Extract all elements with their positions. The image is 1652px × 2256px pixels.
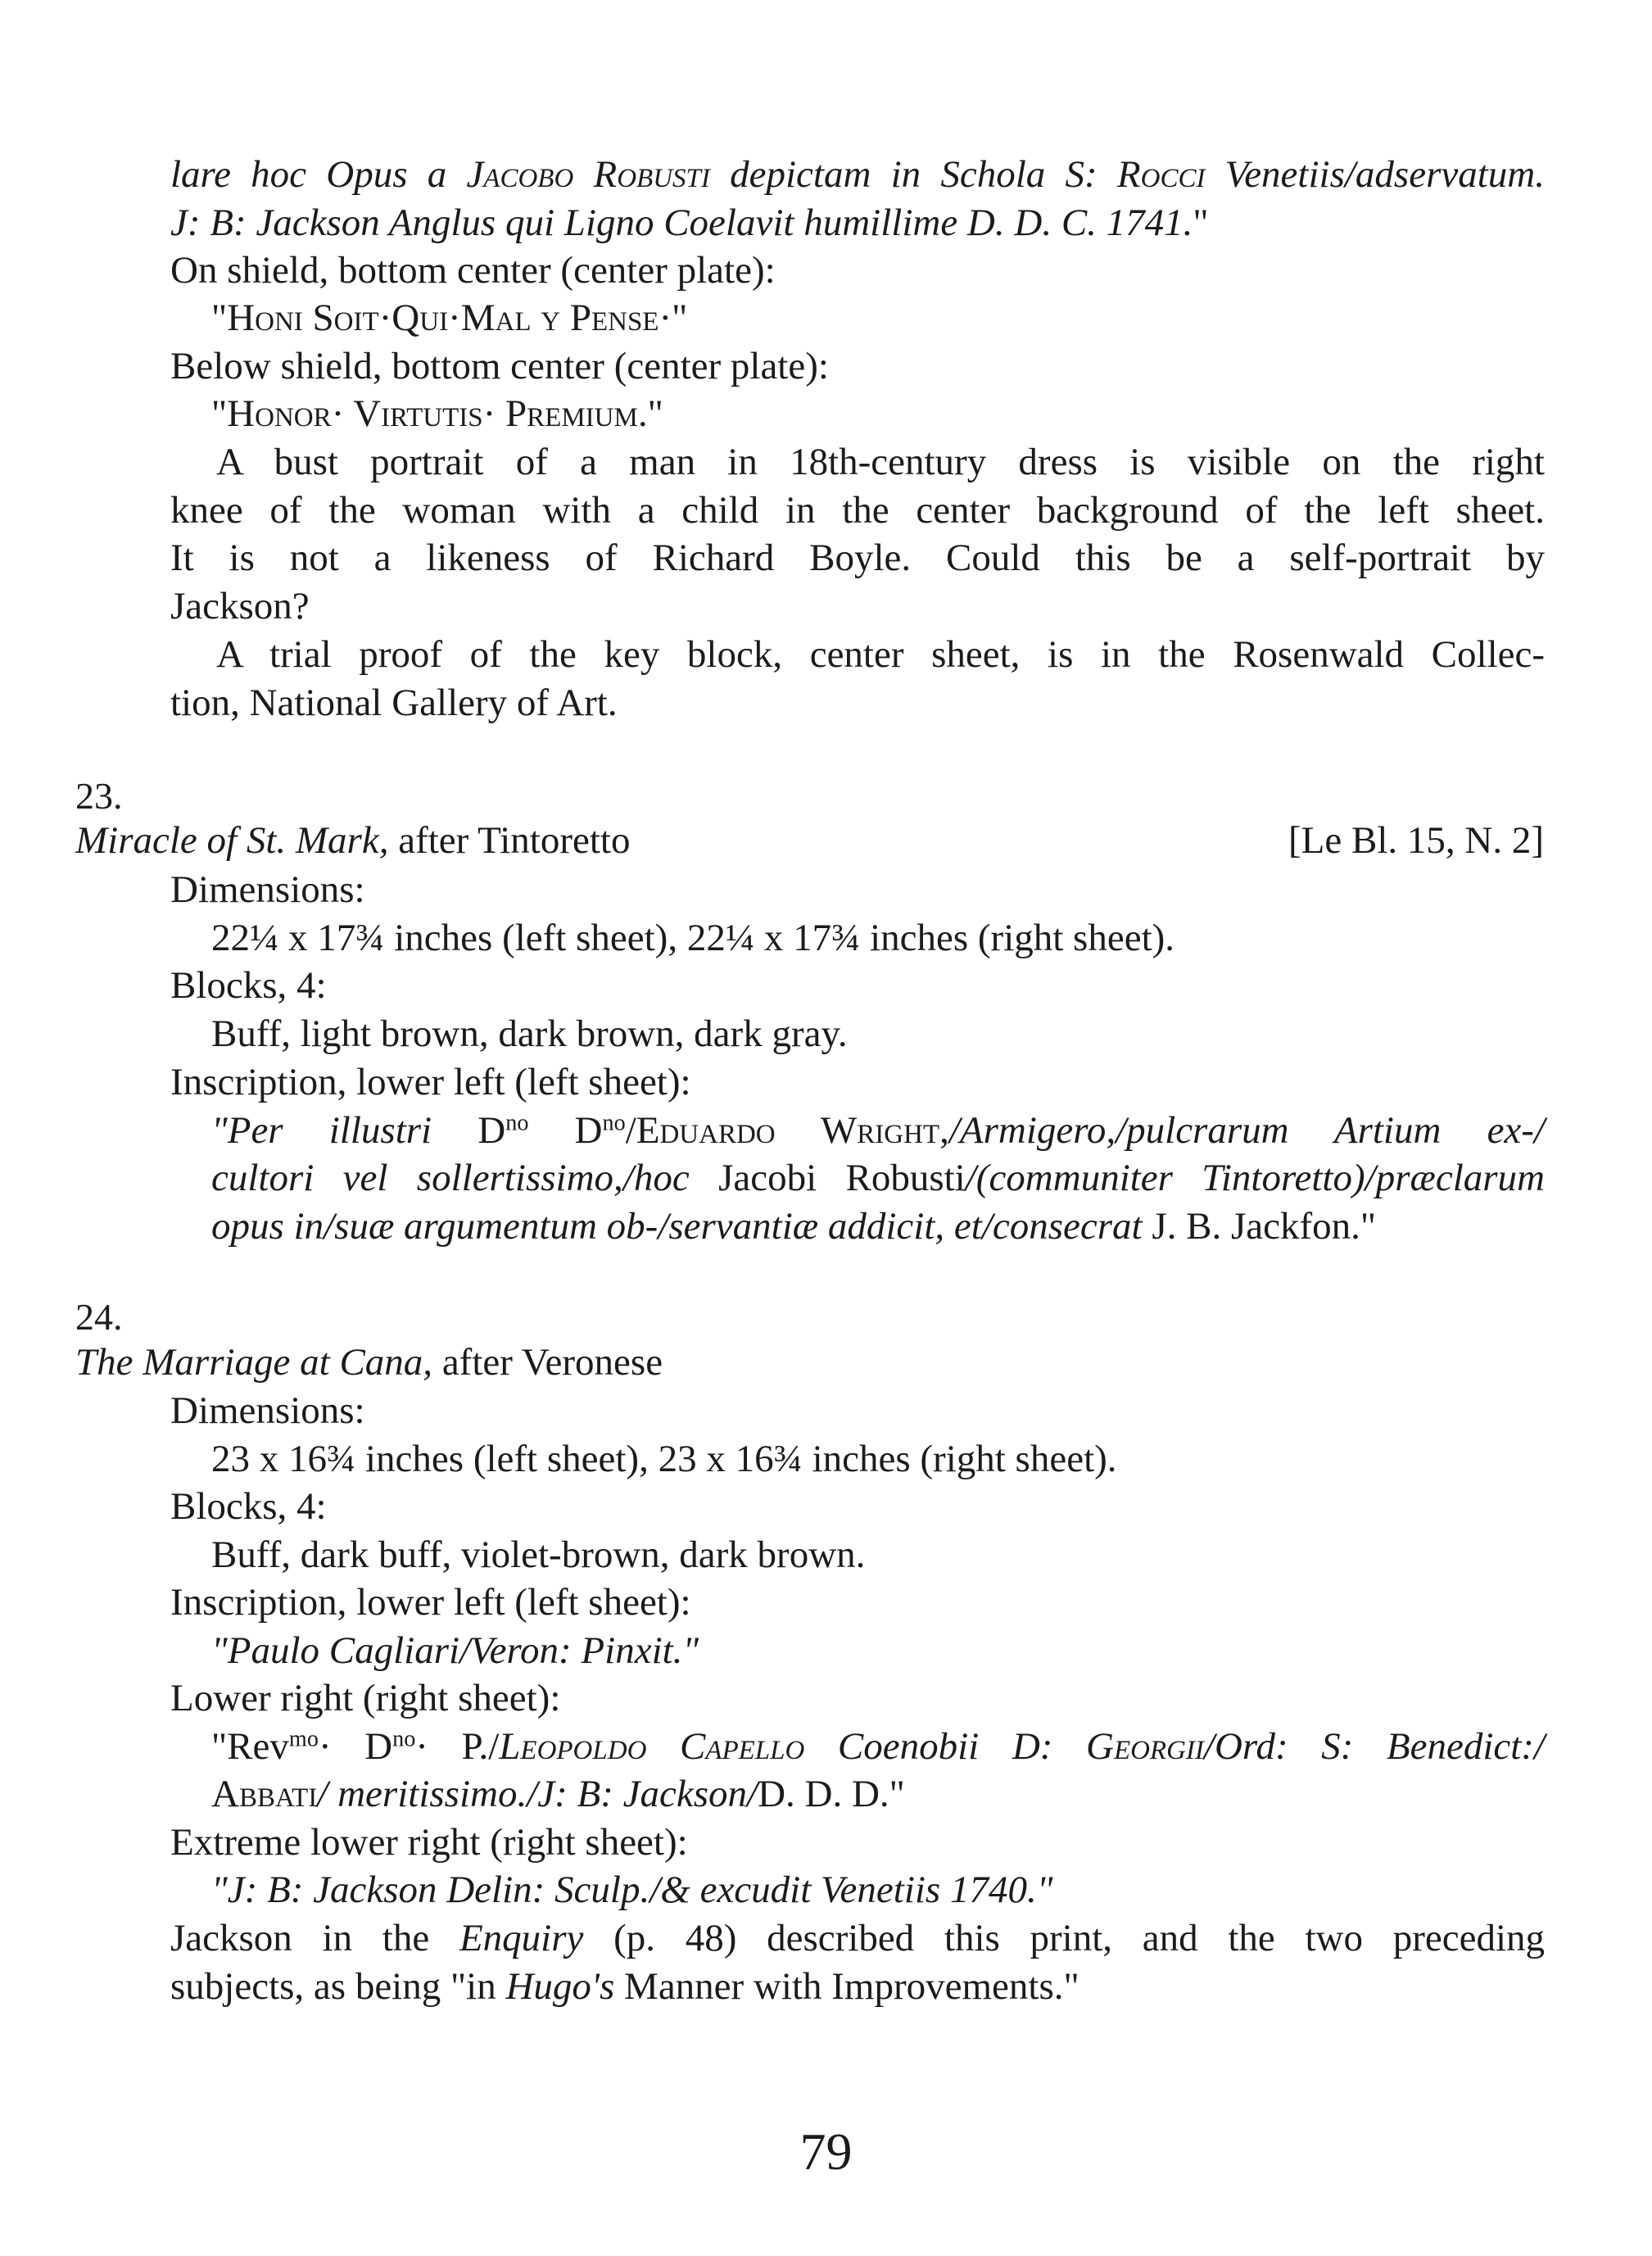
catalogue-reference: [Le Bl. 15, N. 2] — [1288, 819, 1544, 862]
lower-right-line-2: Abbati/ meritissimo./J: B: Jackson/D. D. D." — [211, 1773, 905, 1815]
extreme-lower-right-label: Extreme lower right (right sheet): — [170, 1821, 688, 1864]
blocks-value: Buff, light brown, dark brown, dark gray. — [211, 1012, 848, 1055]
entry-number: 23. — [75, 775, 123, 817]
latin-inscription-line-1: lare hoc Opus a Jacobo Robusti depictam in Schola S: Rocci Venetiis/adservatum. — [170, 153, 1545, 196]
shield-label: On shield, bottom center (center plate): — [170, 249, 776, 292]
paragraph-line: A bust portrait of a man in 18th-century dress is visible on the right — [216, 441, 1545, 483]
latin-inscription-line-2: J: B: Jackson Anglus qui Ligno Coelavit humillime D. D. C. 1741." — [170, 202, 1209, 244]
inscription-label: Inscription, lower left (left sheet): — [170, 1581, 691, 1624]
dimensions-value: 22¼ x 17¾ inches (left sheet), 22¼ x 17¾ inches (right sheet). — [211, 917, 1175, 959]
blocks-label: Blocks, 4: — [170, 1485, 327, 1528]
paragraph-line: A trial proof of the key block, center sheet, is in the Rosenwald Collec- — [216, 633, 1545, 676]
dimensions-value: 23 x 16¾ inches (left sheet), 23 x 16¾ inches (right sheet). — [211, 1438, 1117, 1480]
entry-title: The Marriage at Cana, after Veronese — [75, 1341, 663, 1384]
inscription-line-1: "Per illustri $D^{no}$ $D^{no}$/Eduardo Wright,/Armigero,/pulcrarum Artium ex-/ — [211, 1109, 1546, 1152]
shield-text: "Honi Soit·Qui·Mal y Pense·" — [211, 297, 688, 339]
dimensions-label: Dimensions: — [170, 1389, 365, 1432]
page-number: 79 — [799, 2122, 853, 2181]
lower-right-label: Lower right (right sheet): — [170, 1677, 561, 1719]
paragraph-line: It is not a likeness of Richard Boyle. Could this be a self-portrait by — [170, 537, 1545, 579]
lower-right-line-1: "$Rev^{mo}\cdot D^{no}\cdot$ P./Leopoldo Capello Coenobii D: Georgii/Ord: S: Benedict:/ — [211, 1725, 1546, 1768]
paragraph-line: Jackson? — [170, 585, 310, 627]
extreme-lower-right-text: "J: B: Jackson Delin: Sculp./& excudit Venetiis 1740." — [211, 1869, 1053, 1911]
inscription-value: "Paulo Cagliari/Veron: Pinxit." — [211, 1629, 699, 1672]
inscription-line-2: cultori vel sollertissimo,/hoc Jacobi Robusti/(communiter Tintoretto)/præclarum — [211, 1157, 1545, 1199]
dimensions-label: Dimensions: — [170, 868, 365, 911]
entry-number: 24. — [75, 1296, 123, 1338]
below-shield-label: Below shield, bottom center (center plate): — [170, 345, 829, 387]
paragraph-line: knee of the woman with a child in the center background of the left sheet. — [170, 489, 1545, 532]
blocks-value: Buff, dark buff, violet-brown, dark brown. — [211, 1533, 866, 1576]
blocks-label: Blocks, 4: — [170, 964, 327, 1007]
inscription-line-3: opus in/suæ argumentum ob-/servantiæ addicit, et/consecrat J. B. Jackfon." — [211, 1205, 1377, 1248]
paragraph-line: tion, National Gallery of Art. — [170, 682, 618, 724]
closing-line-2: subjects, as being "in Hugo's Manner with Improvements." — [170, 1965, 1079, 2008]
closing-line-1: Jackson in the Enquiry (p. 48) described this print, and the two preceding — [170, 1917, 1545, 1959]
entry-title: Miracle of St. Mark, after Tintoretto — [75, 819, 631, 862]
below-shield-text: "Honor· Virtutis· Premium." — [211, 392, 663, 435]
inscription-label: Inscription, lower left (left sheet): — [170, 1061, 691, 1103]
